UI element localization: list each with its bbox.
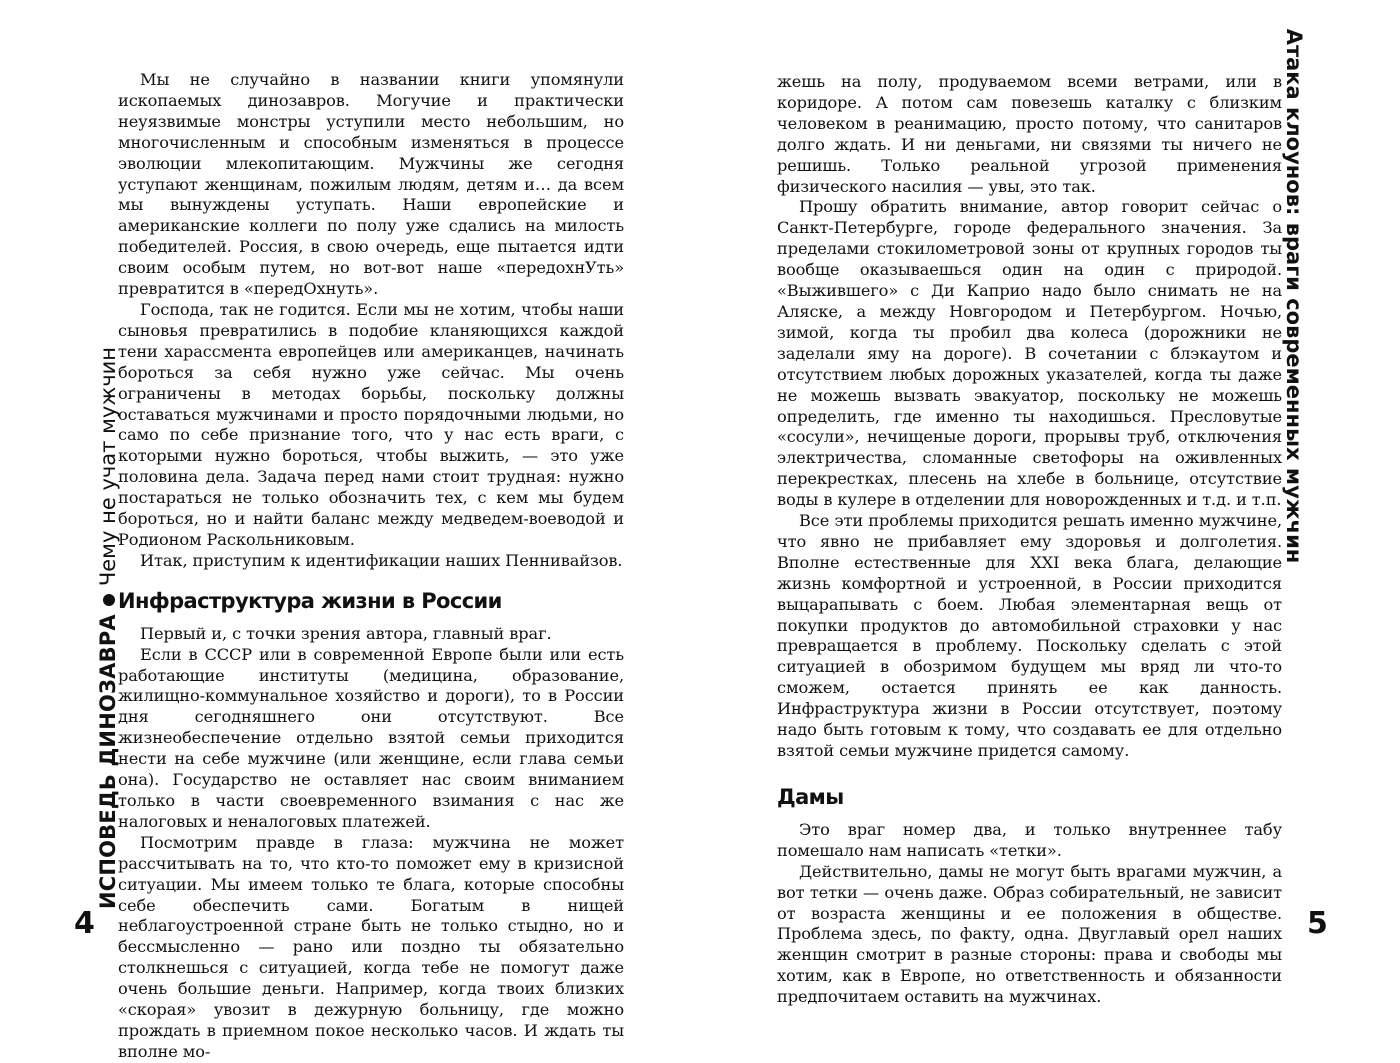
book-title: ИСПОВЕДЬ ДИНОЗАВРА <box>96 614 120 910</box>
section-heading-infrastructure: Инфраструктура жизни в России <box>118 588 502 613</box>
paragraph: Господа, так не годится. Если мы не хотим, чтобы наши сыновья превратились в подобие кланяющихся каждой тени харассмента европейцев или американцев, начинать бороться за себя нужно уже сейчас. Мы очень ограничены в методах борьбы, поскольку должны оставаться мужчинами и просто порядочными людьми, но само по себе признание того, что у нас есть враги, с которыми нужно бороться, чтобы выжить, — это уже половина дела. Задача перед нами стоит трудная: нужно постараться не только обозначить тех, с кем мы будем бороться, но и найти баланс между медведем-воеводой и Родионом Раскольниковым. <box>118 299 624 549</box>
page-number-right: 5 <box>1307 906 1328 941</box>
left-running-title <box>96 347 120 909</box>
paragraph: Действительно, дамы не могут быть врагами мужчин, а вот тетки — очень даже. Образ собирательный, не зависит от возраста женщины и ее положения в обществе. Проблема здесь, по факту, одна. Двуглавый орел наших женщин смотрит в разные стороны: права и свободы мы хотим, как в Европе, но ответственность и обязанности предпочитаем оставить на мужчинах. <box>777 861 1282 1007</box>
right-text-column <box>777 72 1282 1008</box>
paragraph: Мы не случайно в названии книги упомянули ископаемых динозавров. Могучие и практически неуязвимые монстры уступили место небольшим, но многочисленным и способным изменяться в процессе эволюции млекопитающим. Мужчины же сегодня уступают женщинам, пожилым людям, детям и… да всем мы вынуждены уступать. Наши европейские и американские коллеги по полу уже сдались на милость победителей. Россия, в свою очередь, еще пытается идти своим особым путем, но вот-вот наше «передохнУть» превратится в «передОхнуть». <box>118 70 624 299</box>
left-text-column <box>118 70 624 1063</box>
paragraph: Первый и, с точки зрения автора, главный враг. <box>140 623 552 643</box>
paragraph: Если в СССР или в современной Европе были или есть работающие институты (медицина, образование, жилищно-коммунальное хозяйство и дороги), то в России дня сегодняшнего они отсутствуют. Все жизнеобеспечение отдельно взятой семьи приходится нести на себе мужчине (или женщине, если глава семьи она). Государство не оставляет нас своим вниманием только в части своевременного взимания с нас же налоговых и неналоговых платежей. <box>118 644 624 831</box>
paragraph: Все эти проблемы приходится решать именно мужчине, что явно не прибавляет ему здоровья и долголетия. Вполне естественные для XXI века блага, делающие жизнь комфортной и устроенной, в России приходится выцарапывать с боем. Любая элементарная вещь от покупки продуктов до автомобильной страховки у нас превращается в проблему. Поскольку сделать с этой ситуацией в обозримом будущем мы вряд ли что-то сможем, остается принять ее как данность. Инфраструктура жизни в России отсутствует, поэтому надо быть готовым к тому, что создавать ее для отдельно взятой семьи мужчине придется самому. <box>777 511 1282 760</box>
book-subtitle: Чему не учат мужчин <box>96 346 120 587</box>
left-page <box>0 0 700 1061</box>
bullet-dot-icon <box>103 594 115 606</box>
paragraph-continuation: жешь на полу, продуваемом всеми ветрами, или в коридоре. А потом сам повезешь каталку с близким человеком в реанимацию, просто потому, что санитаров долго ждать. И ни деньгами, ни связями ты ничего не решишь. Только реальной угрозой применения физического насилия — увы, это так. <box>777 72 1282 196</box>
paragraph: Это враг номер два, и только внутреннее табу помешало нам написать «тетки». <box>777 819 1282 860</box>
paragraph: Итак, приступим к идентификации наших Пеннивайзов. <box>140 550 623 570</box>
right-running-title: Атака клоунов: враги современных мужчин <box>1282 28 1306 564</box>
paragraph: Прошу обратить внимание, автор говорит сейчас о Санкт-Петербурге, городе федерального значения. За пределами стокилометровой зоны от крупных городов ты вообще оказываешься один на один с природой. «Выжившего» с Ди Каприо надо было снимать не на Аляске, а между Новгородом и Петербургом. Ночью, зимой, когда ты пробил два колеса (дорожники не заделали яму на дороге). В сочетании с блэкаутом и отсутствием любых дорожных указателей, когда ты даже не можешь вызвать эвакуатор, поскольку не можешь определить, где именно ты находишься. Пресловутые «сосули», нечищеные дороги, прорывы труб, отключения электричества, сломанные светофоры на оживленных перекрестках, плесень на хлебе в больнице, отсутствие воды в кулере в отделении для новорожденных и т.д. и т.п. <box>777 197 1282 510</box>
paragraph: Посмотрим правде в глаза: мужчина не может рассчитывать на то, что кто-то поможет ему в кризисной ситуации. Мы имеем только те блага, которые способны себе обеспечить сами. Богатым в нищей неблагоустроенной стране быть не только стыдно, но и бессмысленно — рано или поздно ты обязательно столкнешься с ситуацией, когда тебе не помогут даже очень большие деньги. Например, когда твоих близких «скорая» увозит в дежурную больницу, где можно прождать в приемном покое несколько часов. И ждать ты вполне мо- <box>118 832 624 1061</box>
section-heading-dames: Дамы <box>777 784 844 809</box>
page-number-left: 4 <box>74 906 95 941</box>
right-page <box>700 0 1400 1018</box>
